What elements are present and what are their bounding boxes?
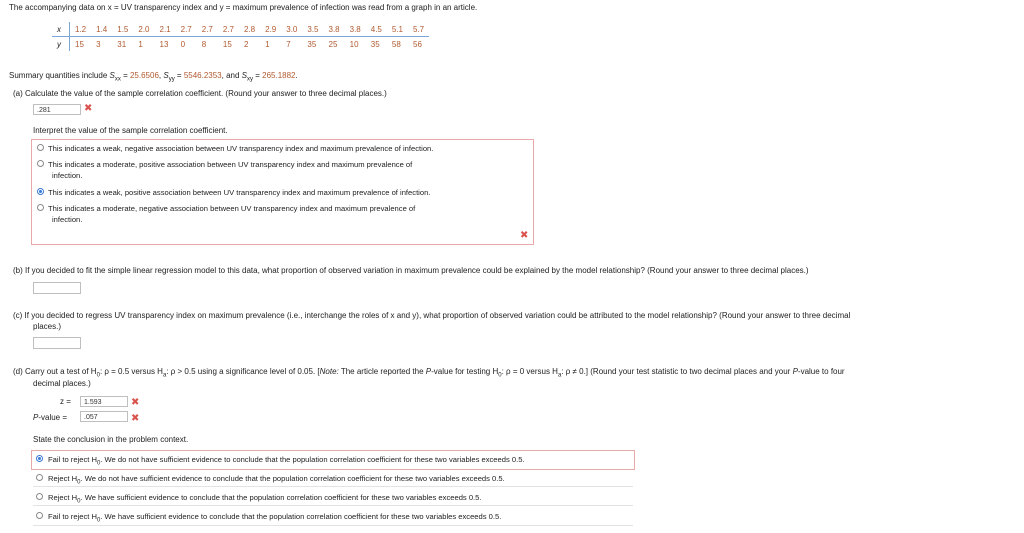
option-radio[interactable] (36, 474, 43, 481)
x-cell: 2.0 (133, 22, 154, 37)
conclusion-option-4[interactable] (48, 512, 501, 524)
y-cell: 1 (265, 39, 270, 49)
z-answer-input[interactable]: 1.593 (80, 396, 128, 407)
part-d-text: : ρ ≠ 0.] (Round your test statistic to two decimal places and your (561, 367, 793, 376)
correlation-answer-input[interactable]: .281 (33, 104, 81, 115)
part-d-text: : ρ > 0.5 using a significance level of 0.05. [ (166, 367, 320, 376)
y-cell: 58 (391, 39, 401, 49)
y-cell: 2 (244, 39, 249, 49)
x-cell: 1.2 (70, 22, 92, 37)
x-cell: 2.7 (176, 22, 197, 37)
p-value-label-text: -value = (38, 413, 68, 422)
x-cell: 5.7 (408, 22, 429, 37)
ha-sub: a (557, 372, 562, 379)
conclusion-lead: Reject H (48, 493, 78, 502)
option-radio-selected[interactable] (37, 188, 44, 195)
y-cell: 13 (159, 39, 169, 49)
intro-text: The accompanying data on x = UV transparency index and y = maximum prevalence of infection was read from a graph in an article. (9, 3, 478, 12)
incorrect-icon: ✖ (84, 103, 93, 114)
conclusion-option-1[interactable] (48, 455, 525, 467)
x-cell: 2.7 (218, 22, 239, 37)
table-row (52, 22, 429, 37)
p-value-label (33, 413, 67, 422)
y-cell: 8 (201, 39, 207, 49)
sxy-label: S (241, 71, 247, 80)
sxx-sub: xx (114, 76, 121, 83)
option-radio[interactable] (37, 144, 44, 151)
option-radio-selected[interactable] (36, 455, 43, 462)
interpret-option-2[interactable]: This indicates a moderate, positive association between UV transparency index and maximum prevalence of (48, 160, 413, 169)
note-label: Note: (319, 367, 339, 376)
y-cell: 0 (180, 39, 186, 49)
x-cell: 1.5 (112, 22, 133, 37)
table-row (52, 37, 429, 52)
conclusion-text: . We have sufficient evidence to conclude that the population correlation coefficient for these two variables exceeds 0.5. (100, 512, 502, 521)
x-cell: 3.0 (281, 22, 302, 37)
part-d-question (13, 367, 845, 379)
y-cell: 25 (328, 39, 338, 49)
divider (33, 525, 633, 526)
summary-prefix: Summary quantities include (9, 71, 110, 80)
sxx-label: S (109, 71, 115, 80)
p-label: P (425, 367, 432, 376)
sxy-sub: xy (247, 76, 253, 83)
part-d-text: : ρ = 0.5 versus H (99, 367, 163, 376)
data-table (52, 22, 429, 51)
h0-sub: 0 (96, 372, 100, 379)
y-cell: 3 (96, 39, 101, 49)
conclusion-option-2[interactable] (48, 474, 505, 486)
x-cell: 2.9 (260, 22, 281, 37)
y-row-label: y (52, 37, 70, 52)
incorrect-icon: ✖ (520, 230, 529, 241)
x-cell: 5.1 (387, 22, 408, 37)
part-d-text: -value to four (797, 367, 845, 376)
conclusion-text: . We have sufficient evidence to conclude that the population correlation coefficient for these two variables exceeds 0.5. (80, 493, 482, 502)
conclusion-text: . We do not have sufficient evidence to conclude that the population correlation coefficient for these two variables exceeds 0.5. (100, 455, 525, 464)
y-cell: 10 (349, 39, 359, 49)
h0-sub: 0 (96, 460, 101, 467)
interpret-option-2-wrap: infection. (52, 171, 83, 180)
x-cell: 3.8 (345, 22, 366, 37)
part-c-question-line1: (c) If you decided to regress UV transparency index on maximum prevalence (i.e., interchange the roles of x and y), what proportion of observed variation could be attributed to the model relationship? (Round your answer to three decimal (13, 311, 851, 320)
y-cell: 7 (286, 39, 291, 49)
interpret-option-4[interactable]: This indicates a moderate, negative association between UV transparency index and maximum prevalence of (48, 204, 416, 213)
option-radio[interactable] (37, 160, 44, 167)
option-radio[interactable] (37, 204, 44, 211)
syy-sub: yy (168, 76, 175, 83)
conclusion-lead: Fail to reject H (48, 455, 97, 464)
incorrect-icon: ✖ (131, 397, 140, 408)
z-label: z = (60, 397, 71, 406)
x-cell: 4.5 (366, 22, 387, 37)
x-row-label: x (52, 22, 70, 37)
interpret-option-3[interactable]: This indicates a weak, positive association between UV transparency index and maximum prevalence of infection. (48, 188, 431, 197)
y-cell: 35 (370, 39, 380, 49)
x-cell: 3.8 (324, 22, 345, 37)
x-cell: 1.4 (91, 22, 112, 37)
syy-value: 5546.2353 (183, 71, 222, 80)
interpret-option-1[interactable]: This indicates a weak, negative association between UV transparency index and maximum prevalence of infection. (48, 144, 434, 153)
divider (33, 505, 633, 506)
y-cell: 31 (117, 39, 127, 49)
p-label: P (33, 413, 39, 422)
y-cell: 1 (138, 39, 143, 49)
h0-sub: 0 (77, 479, 81, 486)
sxx-value: 25.6506 (129, 71, 159, 80)
ha-sub: a (162, 372, 167, 379)
part-d-question-line2: decimal places.) (33, 379, 91, 388)
proportion-answer-input[interactable] (33, 282, 81, 294)
part-d-text: The article reported the (338, 367, 426, 376)
conclusion-prompt: State the conclusion in the problem context. (33, 435, 189, 444)
p-label: P (792, 367, 798, 376)
y-cell: 15 (222, 39, 232, 49)
h0-sub: 0 (77, 498, 81, 505)
interpret-prompt: Interpret the value of the sample correlation coefficient. (33, 126, 228, 135)
y-cell: 56 (413, 39, 422, 49)
part-b-question: (b) If you decided to fit the simple linear regression model to this data, what proportion of observed variation in maximum prevalence could be explained by the model relationship? (Round your answer to three decimal places.) (13, 266, 809, 275)
sxy-value: 265.1882 (262, 71, 296, 80)
incorrect-icon: ✖ (131, 413, 140, 424)
summary-quantities: Summary quantities include $S_{xx} = 25.6506$, $S_{yy} = 5546.2353$, and $S_{xy} = 265.1882$. (9, 71, 298, 83)
x-cell: 2.1 (155, 22, 176, 37)
x-cell: 2.8 (239, 22, 260, 37)
y-cell: 35 (307, 39, 317, 49)
part-c-question-line2: places.) (33, 322, 62, 331)
part-d-text: : ρ = 0 versus H (501, 367, 558, 376)
reverse-proportion-answer-input[interactable] (33, 337, 81, 349)
divider (33, 486, 633, 487)
h0-sub: 0 (498, 372, 502, 379)
p-value-answer-input[interactable]: .057 (80, 411, 128, 422)
conclusion-lead: Reject H (48, 474, 78, 483)
conclusion-option-3[interactable] (48, 493, 482, 505)
syy-label: S (163, 71, 169, 80)
conclusion-text: . We do not have sufficient evidence to conclude that the population correlation coefficient for these two variables exceeds 0.5. (80, 474, 505, 483)
option-radio[interactable] (36, 493, 43, 500)
conclusion-lead: Fail to reject H (48, 512, 97, 521)
y-cell: 15 (75, 39, 84, 49)
x-cell: 2.7 (197, 22, 218, 37)
x-cell: 3.5 (302, 22, 323, 37)
part-d-text: -value for testing H (431, 367, 499, 376)
part-a-question: (a) Calculate the value of the sample correlation coefficient. (Round your answer to three decimal places.) (13, 89, 387, 98)
h0-sub: 0 (96, 517, 101, 524)
interpret-option-4-wrap: infection. (52, 215, 83, 224)
option-radio[interactable] (36, 512, 43, 519)
part-d-text: (d) Carry out a test of H (13, 367, 97, 376)
